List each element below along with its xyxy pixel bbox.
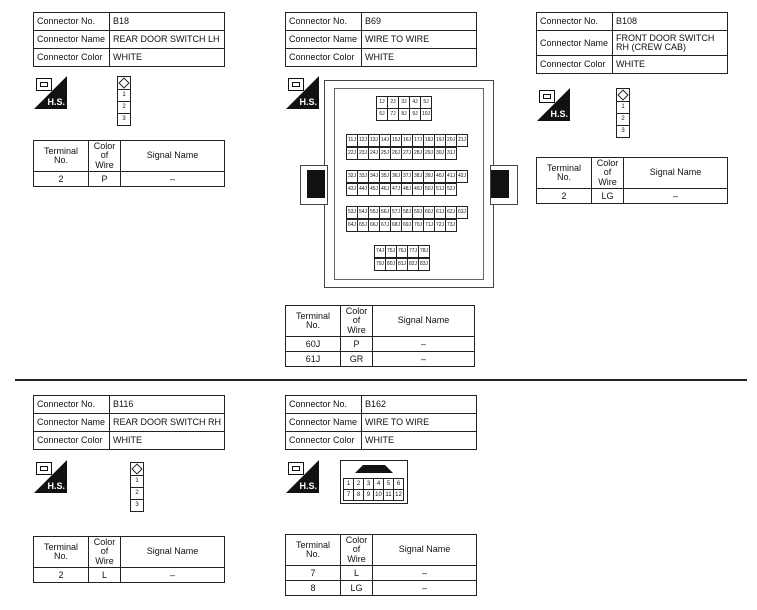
- pin: 39J: [423, 170, 435, 183]
- pin: 56J: [379, 206, 391, 219]
- section-divider: [15, 379, 747, 381]
- pin: 46J: [379, 183, 391, 196]
- info-value: REAR DOOR SWITCH LH: [110, 31, 225, 49]
- pin: 45J: [368, 183, 380, 196]
- info-label: Connector Color: [286, 49, 362, 67]
- pin: 64J: [346, 219, 358, 232]
- info-label: Connector No.: [286, 396, 362, 414]
- info-value: FRONT DOOR SWITCH RH (CREW CAB): [613, 31, 728, 56]
- table-row: 7 L –: [286, 566, 477, 581]
- pin: 18J: [423, 134, 435, 147]
- pin: 32J: [346, 170, 358, 183]
- column-header: Signal Name: [624, 158, 728, 189]
- pin: 75J: [385, 245, 397, 258]
- info-value: WHITE: [613, 56, 728, 74]
- pin: 78J: [418, 245, 430, 258]
- connector-info-b18: [33, 12, 225, 67]
- info-label: Connector No.: [34, 13, 110, 31]
- info-label: Connector No.: [286, 13, 362, 31]
- pin: 74J: [374, 245, 386, 258]
- pin: 37J: [401, 170, 413, 183]
- column-header: Signal Name: [373, 306, 475, 337]
- pin: 14J: [379, 134, 391, 147]
- key-icon: [118, 77, 130, 89]
- connector-info-b69: [285, 12, 477, 67]
- pin: 23J: [357, 147, 369, 160]
- pin: 49J: [412, 183, 424, 196]
- pin: 6: [393, 478, 404, 490]
- info-label: Connector Color: [537, 56, 613, 74]
- connector-face-b108: [616, 88, 630, 138]
- info-value: B69: [362, 13, 477, 31]
- pin: 3J: [398, 96, 410, 109]
- pin: 82J: [407, 258, 419, 271]
- pin: 65J: [357, 219, 369, 232]
- column-header: Color of Wire: [89, 141, 121, 172]
- column-header: Color of Wire: [341, 535, 373, 566]
- pin: 72J: [434, 219, 446, 232]
- connector-info-b108: [536, 12, 728, 74]
- column-header: Color of Wire: [341, 306, 373, 337]
- column-header: Terminal No.: [34, 141, 89, 172]
- pin: 50J: [423, 183, 435, 196]
- pin: 47J: [390, 183, 402, 196]
- pin: 79J: [374, 258, 386, 271]
- table-row: 2 L –: [34, 568, 225, 583]
- pin: 4J: [409, 96, 421, 109]
- connector-face-b18: [117, 76, 131, 126]
- pin: 5: [383, 478, 394, 490]
- pin: 52J: [445, 183, 457, 196]
- info-value: B108: [613, 13, 728, 31]
- pin: 60J: [423, 206, 435, 219]
- pin: 25J: [379, 147, 391, 160]
- pin: 48J: [401, 183, 413, 196]
- pin: 9: [363, 489, 374, 501]
- pin: 28J: [412, 147, 424, 160]
- table-row: 2 LG –: [537, 189, 728, 204]
- pin: 6J: [376, 108, 388, 121]
- info-label: Connector Color: [34, 432, 110, 450]
- key-icon: [617, 89, 629, 101]
- pin: 33J: [357, 170, 369, 183]
- pin: 77J: [407, 245, 419, 258]
- pin: 73J: [445, 219, 457, 232]
- table-row: 60J P –: [286, 337, 475, 352]
- column-header: Terminal No.: [286, 535, 341, 566]
- pin: 61J: [434, 206, 446, 219]
- info-value: B162: [362, 396, 477, 414]
- pin: 41J: [445, 170, 457, 183]
- pin: 16J: [401, 134, 413, 147]
- table-row: 2 P –: [34, 172, 225, 187]
- terminal-table-b108: [536, 157, 728, 204]
- pin: 66J: [368, 219, 380, 232]
- pin: 7: [343, 489, 354, 501]
- column-header: Terminal No.: [537, 158, 592, 189]
- pin: 67J: [379, 219, 391, 232]
- latch-left-fill: [307, 170, 325, 198]
- pin: 71J: [423, 219, 435, 232]
- pin: 31J: [445, 147, 457, 160]
- column-header: Signal Name: [121, 537, 225, 568]
- pin: 11J: [346, 134, 358, 147]
- info-label: Connector No.: [537, 13, 613, 31]
- pin: 34J: [368, 170, 380, 183]
- info-label: Connector Name: [34, 31, 110, 49]
- pin: 5J: [420, 96, 432, 109]
- info-label: Connector Name: [34, 414, 110, 432]
- pin: 3: [118, 113, 130, 125]
- pin: 36J: [390, 170, 402, 183]
- pin: 21J: [456, 134, 468, 147]
- table-row: 61J GR –: [286, 352, 475, 367]
- pin: 58J: [401, 206, 413, 219]
- info-value: WIRE TO WIRE: [362, 414, 477, 432]
- pin: 19J: [434, 134, 446, 147]
- pin: 53J: [346, 206, 358, 219]
- key-icon: [131, 463, 143, 475]
- pin: 13J: [368, 134, 380, 147]
- info-label: Connector Name: [537, 31, 613, 56]
- info-value: WIRE TO WIRE: [362, 31, 477, 49]
- pin: 1: [343, 478, 354, 490]
- pin: 55J: [368, 206, 380, 219]
- pin: 17J: [412, 134, 424, 147]
- pin: 2: [131, 487, 143, 499]
- info-value: B116: [110, 396, 225, 414]
- pin: 12: [393, 489, 404, 501]
- pin: 4: [373, 478, 384, 490]
- pin: 9J: [409, 108, 421, 121]
- pin: 38J: [412, 170, 424, 183]
- pin: 2J: [387, 96, 399, 109]
- info-label: Connector Name: [286, 31, 362, 49]
- pin: 1: [118, 89, 130, 101]
- info-value: WHITE: [110, 49, 225, 67]
- terminal-table-b162: [285, 534, 477, 596]
- info-value: WHITE: [110, 432, 225, 450]
- pin: 59J: [412, 206, 424, 219]
- pin: 2: [118, 101, 130, 113]
- pin: 29J: [423, 147, 435, 160]
- pin: 30J: [434, 147, 446, 160]
- table-row: 8 LG –: [286, 581, 477, 596]
- pin: 69J: [401, 219, 413, 232]
- pin: 70J: [412, 219, 424, 232]
- info-value: REAR DOOR SWITCH RH: [110, 414, 225, 432]
- harness-side-icon: H.S.: [286, 460, 319, 493]
- pin: 10: [373, 489, 384, 501]
- pin: 43J: [346, 183, 358, 196]
- harness-side-icon: H.S.: [34, 460, 67, 493]
- pin: 24J: [368, 147, 380, 160]
- info-label: Connector Color: [34, 49, 110, 67]
- pin: 54J: [357, 206, 369, 219]
- pin: 11: [383, 489, 394, 501]
- pin: 42J: [456, 170, 468, 183]
- column-header: Terminal No.: [34, 537, 89, 568]
- column-header: Terminal No.: [286, 306, 341, 337]
- pin: 51J: [434, 183, 446, 196]
- pin: 1: [617, 101, 629, 113]
- pin: 20J: [445, 134, 457, 147]
- info-label: Connector No.: [34, 396, 110, 414]
- pin: 3: [363, 478, 374, 490]
- pin: 3: [617, 125, 629, 137]
- pin: 2: [353, 478, 364, 490]
- connector-info-b162: [285, 395, 477, 450]
- latch-right-fill: [491, 170, 509, 198]
- pin: 3: [131, 499, 143, 511]
- column-header: Color of Wire: [89, 537, 121, 568]
- pin: 81J: [396, 258, 408, 271]
- column-header: Color of Wire: [592, 158, 624, 189]
- info-label: Connector Name: [286, 414, 362, 432]
- pin: 80J: [385, 258, 397, 271]
- pin: 62J: [445, 206, 457, 219]
- info-value: WHITE: [362, 432, 477, 450]
- pin: 40J: [434, 170, 446, 183]
- terminal-table-b18: [33, 140, 225, 187]
- pin: 27J: [401, 147, 413, 160]
- harness-side-icon: H.S.: [286, 76, 319, 109]
- pin: 1: [131, 475, 143, 487]
- column-header: Signal Name: [121, 141, 225, 172]
- harness-side-icon: H.S.: [537, 88, 570, 121]
- pin: 2: [617, 113, 629, 125]
- pin: 8J: [398, 108, 410, 121]
- pin: 12J: [357, 134, 369, 147]
- terminal-table-b69: [285, 305, 475, 367]
- pin: 83J: [418, 258, 430, 271]
- connector-info-b116: [33, 395, 225, 450]
- column-header: Signal Name: [373, 535, 477, 566]
- pin: 1J: [376, 96, 388, 109]
- info-label: Connector Color: [286, 432, 362, 450]
- pin: 68J: [390, 219, 402, 232]
- pin: 7J: [387, 108, 399, 121]
- pin: 10J: [420, 108, 432, 121]
- pin: 8: [353, 489, 364, 501]
- pin: 44J: [357, 183, 369, 196]
- connector-latch-icon: [355, 463, 393, 474]
- terminal-table-b116: [33, 536, 225, 583]
- pin: 76J: [396, 245, 408, 258]
- info-value: B18: [110, 13, 225, 31]
- pin: 26J: [390, 147, 402, 160]
- info-value: WHITE: [362, 49, 477, 67]
- pin: 35J: [379, 170, 391, 183]
- connector-face-b116: [130, 462, 144, 512]
- harness-side-icon: H.S.: [34, 76, 67, 109]
- pin: 15J: [390, 134, 402, 147]
- pin: 22J: [346, 147, 358, 160]
- pin: 63J: [456, 206, 468, 219]
- pin: 57J: [390, 206, 402, 219]
